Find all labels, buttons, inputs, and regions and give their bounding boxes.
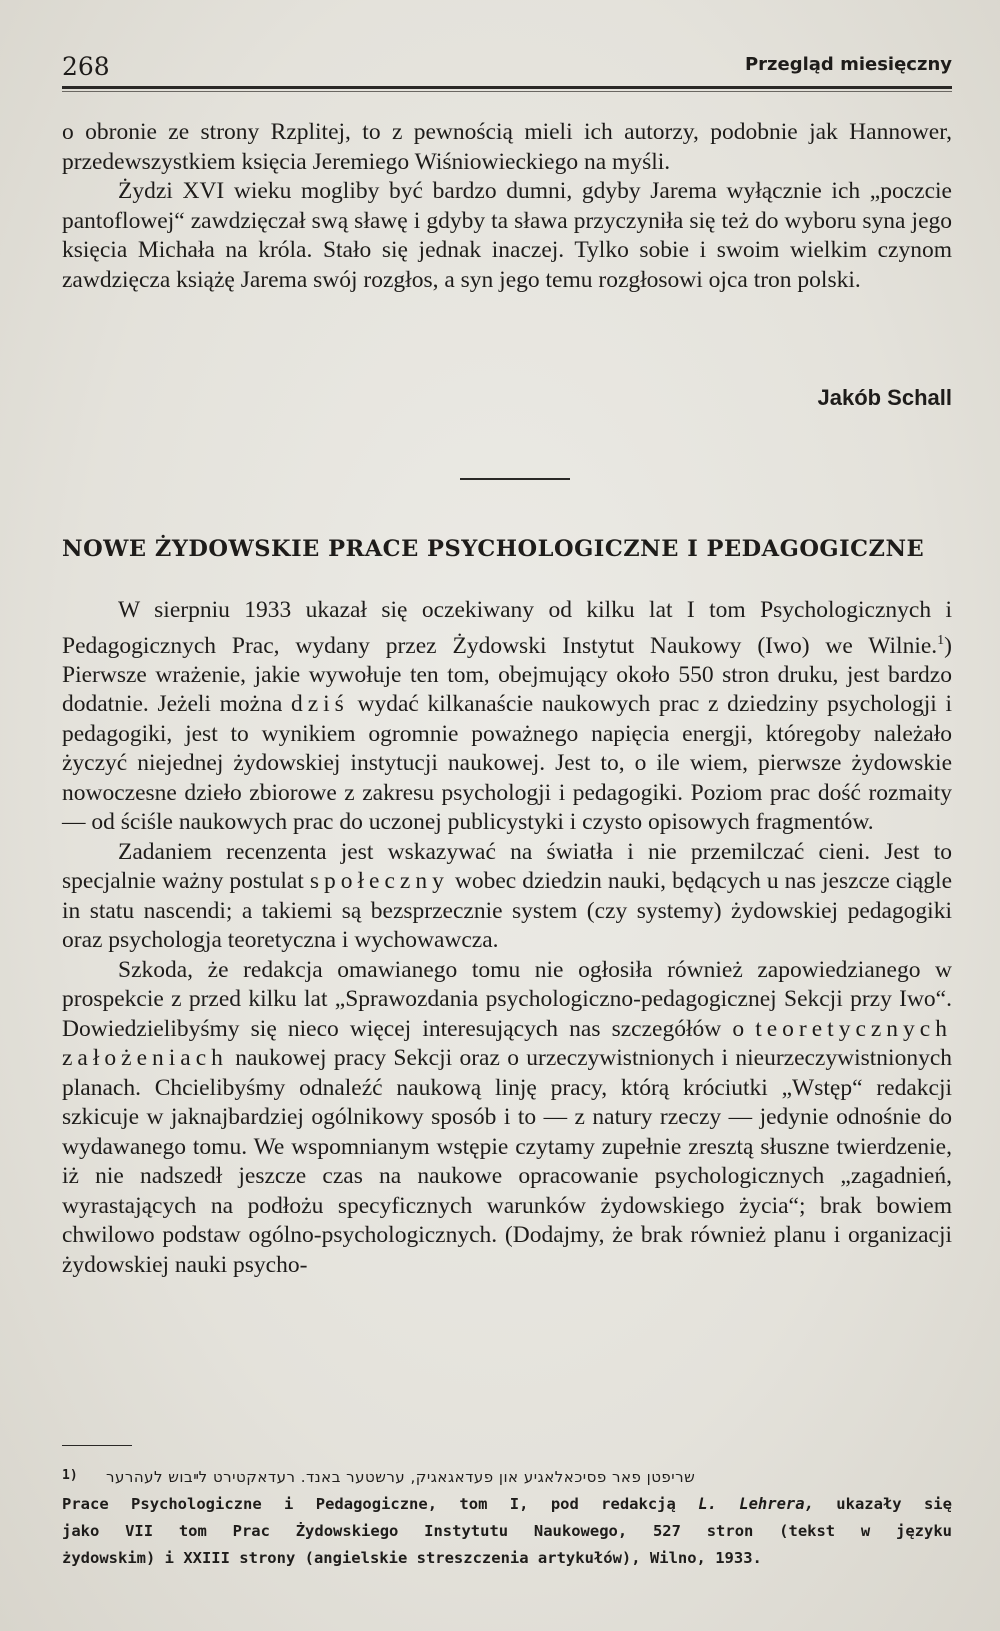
p3-spaced-words: teoretycznych założeniach [62, 1015, 952, 1072]
p2-text-a: Zadaniem recenzenta jest wskazywać na światła i nie przemilczać cieni. Jest to specjalnie ważny postulat [62, 838, 952, 895]
article1-paragraph-2: Żydzi XVI wieku mogliby być bardzo dumni, gdyby Jarema wyłącznie ich „poczcie pantoflowej“ zawdzięczał swą sławę i gdyby ta sława przyczyniła się też do wyboru syna jego księcia Michała na króla. Stało się jednak inaczej. Tylko sobie i swoim wielkim czynom zawdzięcza książę Jarema swój rozgłos, a syn jego temu rozgłosowi ojca tron polski. [62, 178, 952, 293]
p1-text-b: ) Pierwsze wrażenie, jakie wywołuje ten tom, obejmujący około 550 stron druku, jest bardzo dodatnie. Jeżeli można [62, 632, 952, 718]
footnote-line-1 [62, 1462, 952, 1491]
article2-body [62, 596, 952, 1280]
section-divider [460, 478, 570, 480]
article1-body [62, 118, 952, 295]
p3-text-b: naukowej pracy Sekcji oraz o urzeczywistnionych i nieurzeczywistnionych planach. Chcielibyśmy odnaleźć naukową linję pracy, którą króciutki „Wstęp“ redakcji szkicuje w jaknajbardziej ogólnikowy sposób i to — z natury rzeczy — jedynie odnośnie do wydawanego tomu. We wspomnianym wstępie czytamy zupełnie zresztą słuszne twierdzenie, iż nie nadszedł jeszcze czas na naukowe opracowanie psychologicznych „zagadnień, wyrastających na podłożu specyficznych warunków żydowskiego życia“; brak bowiem chwilowo podstaw ogólno-psychologicznych. (Dodajmy, że brak również planu i organizacji żydowskiej nauki psycho- [62, 1045, 952, 1278]
article2-title: NOWE ŻYDOWSKIE PRACE PSYCHOLOGICZNE I PEDAGOGICZNE [62, 536, 925, 562]
author-signature: Jakób Schall [817, 385, 952, 410]
header-rule [62, 86, 952, 89]
p2-text-b: wobec dziedzin nauki, będących u nas jeszcze ciągle in statu nascendi; a takiemi są bezsprzecznie system (czy systemy) żydowskiej pedagogiki oraz psychologja teoretyczna i wychowawcza. [62, 868, 953, 954]
footnote-line-4: żydowskim) i XXIII strony (angielskie streszczenia artykułów), Wilno, 1933. [62, 1549, 762, 1567]
footnote-rule [62, 1445, 132, 1446]
running-head: Przegląd miesięczny [744, 54, 952, 75]
footnote-line-3: jako VII tom Prac Żydowskiego Instytutu Naukowego, 527 stron (tekst w języku [62, 1522, 952, 1540]
footnote-ref: 1 [937, 632, 945, 648]
p1-spaced-word: dziś [290, 691, 349, 718]
article2-paragraph-1 [62, 596, 952, 838]
article1-paragraph-1: o obronie ze strony Rzplitej, to z pewnością mieli ich autorzy, podobnie jak Hannower, przedewszystkiem księcia Jeremiego Wiśniowieckiego na myśli. [62, 119, 952, 175]
p2-spaced-word: społeczny [309, 868, 449, 895]
fn2-text-b: ukazały się [836, 1495, 952, 1513]
article2-paragraph-2 [62, 838, 952, 956]
p3-text-a: Szkoda, że redakcja omawianego tomu nie ogłosiła również zapowiedzianego w prospekcie z przed kilku lat „Sprawozdania psychologiczno-pedagogicznej Sekcji przy Iwo“. Dowiedzielibyśmy się nieco więcej interesujących nas szczegółów o [62, 956, 952, 1042]
fn2-text-a: Prace Psychologiczne i Pedagogiczne, tom I, pod redakcją [62, 1495, 676, 1513]
article2-paragraph-3 [62, 956, 952, 1281]
p1-text-a: W sierpniu 1933 ukazał się oczekiwany od kilku lat I tom Psychologicznych i Pedagogicznych Prac, wydany przez Żydowski Instytut Naukowy (Iwo) we Wilnie. [62, 597, 952, 659]
footnotes [62, 1462, 952, 1572]
header-rule-thin [62, 91, 952, 92]
footnote-yiddish-title: שריפטן פאר פסיכאלאגיע און פעדאגאגיק, ערשטער באנד. רעדאקטירט לײבוש לעהרער [106, 1468, 696, 1486]
fn2-editor: L. Lehrera, [698, 1495, 814, 1513]
p1-text-c: wydać kilkanaście naukowych prac z dziedziny psychologji i pedagogiki, jest to wynikiem ogromnie poważnego napięcia energji, któregoby należało życzyć niejednej żydowskiej instytucji naukowej. Jest to, o ile wiem, pierwsze żydowskie nowoczesne dzieło zbiorowe z zakresu psychologji i pedagogiki. Poziom prac dość rozmaity — od ściśle naukowych prac do uczonej publicystyki i czysto opisowych fragmentów. [62, 691, 953, 836]
footnote-line-2 [62, 1491, 952, 1518]
page-header [62, 48, 952, 84]
footnote-mark: 1) [62, 1468, 78, 1483]
page-number: 268 [62, 52, 110, 81]
